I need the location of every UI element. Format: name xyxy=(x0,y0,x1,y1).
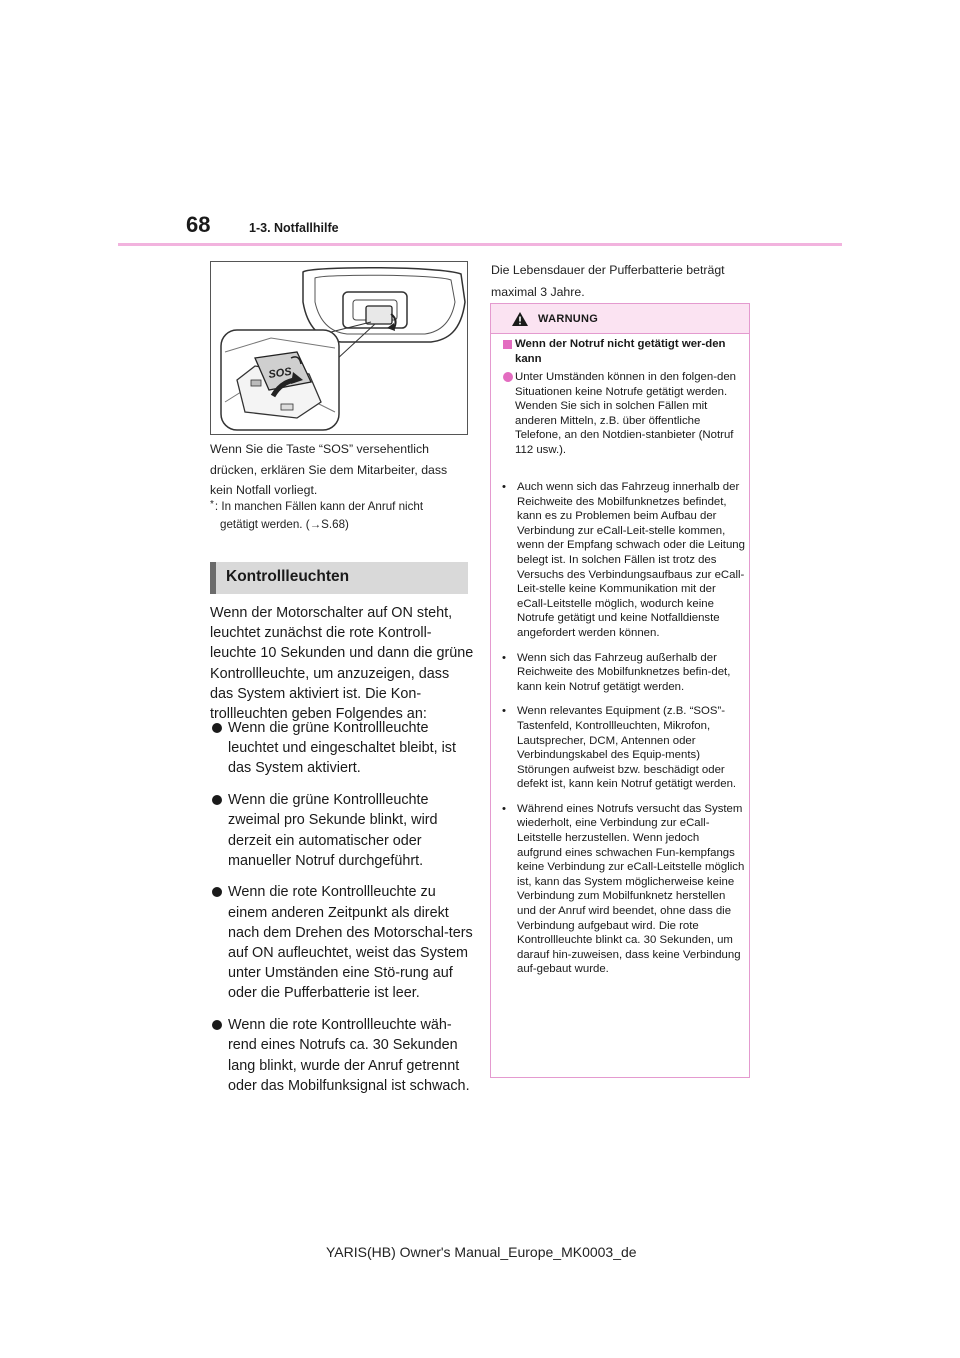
caption-line-3: kein Notfall vorliegt. xyxy=(210,483,318,497)
footnote-marker: * xyxy=(210,499,214,510)
bullet-dot-icon xyxy=(212,723,222,733)
section-heading-text: Kontrollleuchten xyxy=(226,568,350,585)
list-item-text: Wenn die grüne Kontrollleuchte zweimal pro Sekunde blinkt, wird derzeit ein automatischer oder manueller Notruf durchgeführt. xyxy=(228,792,438,869)
page-footer: YARIS(HB) Owner's Manual_Europe_MK0003_de xyxy=(326,1244,637,1260)
kontroll-intro-paragraph: Wenn der Motorschalter auf ON steht, leuchtet zunächst die rote Kontroll-leuchte 10 Sekunden und dann die grüne Kontrollleuchte, um anzuzeigen, dass das System aktiviert ist. Die Kon-trollleuchten geben Folgendes an: xyxy=(210,605,474,723)
warning-subtitle xyxy=(503,337,743,367)
list-item-text: Wenn sich das Fahrzeug außerhalb der Reichweite des Mobilfunknetzes befin-det, kann kein Notruf getätigt werden. xyxy=(517,651,731,693)
list-item xyxy=(503,480,747,641)
list-item-text: Wenn die rote Kontrollleuchte wäh-rend eines Notrufs ca. 30 Sekunden lang blinkt, wurde der Anruf getrennt oder das Mobilfunksignal ist schwach. xyxy=(228,1017,470,1094)
list-item xyxy=(210,718,474,779)
circle-bullet-icon xyxy=(503,372,513,382)
battery-life-line-2: maximal 3 Jahre. xyxy=(491,285,585,299)
list-item xyxy=(210,1015,474,1096)
caption-line-2: drücken, erklären Sie dem Mitarbeiter, dass xyxy=(210,463,448,477)
battery-life-text xyxy=(491,261,725,302)
header-rule xyxy=(118,243,842,246)
list-item-text: Auch wenn sich das Fahrzeug innerhalb der Reichweite des Mobilfunknetzes befindet, kann es zu Problemen beim Aufbau der Verbindung zur eCall-Leit-stelle kommen, wenn der Empfang schwach oder die Leitung belegt ist. In solchen Fällen ist trotz des Versuchs des Verbindungsaufbaus zur eCall-Leit-stelle keine Kommunikation mit der eCall-Leitstelle möglich, wodurch keine Notrufe getätigt und keine Notfalldienste angefordert werden können. xyxy=(517,481,745,639)
footnote-line-2: getätigt werden. (→S.68) xyxy=(220,518,349,531)
bullet-char: • xyxy=(502,481,506,493)
list-item-text: Wenn die rote Kontrollleuchte zu einem anderen Zeitpunkt als direkt nach dem Drehen des Motorschal-ters auf ON aufleuchtet, weist das System unter Umständen eine Stö-rung auf oder die Pufferbatterie ist leer. xyxy=(228,884,473,1002)
bullet-dot-icon xyxy=(212,795,222,805)
list-item-text: Wenn die grüne Kontrollleuchte leuchtet und eingeschaltet bleibt, ist das System aktiviert. xyxy=(228,720,457,777)
caption-line-1: Wenn Sie die Taste “SOS” versehentlich xyxy=(210,442,429,456)
overhead-console-illustration xyxy=(211,262,468,435)
list-item-text: Wenn relevantes Equipment (z.B. “SOS”-Tastenfeld, Kontrollleuchten, Mikrofon, Lautsprecher, DCM, Antennen oder Verbindungskabel des Equip-ments) Störungen aufweist bzw. beschädigt oder defekt ist, kann kein Notruf getätigt werden. xyxy=(517,705,737,791)
sos-button-label: SOS xyxy=(267,365,293,381)
warning-main-text xyxy=(503,370,747,458)
footnote-line-1: : In manchen Fällen kann der Anruf nicht xyxy=(214,500,424,513)
page-number: 68 xyxy=(186,212,211,237)
bullet-dot-icon xyxy=(212,887,222,897)
list-item xyxy=(503,704,747,792)
kontroll-list xyxy=(210,718,474,1107)
warning-bullet-list xyxy=(503,480,747,987)
warning-title: WARNUNG xyxy=(538,313,599,325)
bullet-dot-icon xyxy=(212,1020,222,1030)
battery-life-line-1: Die Lebensdauer der Pufferbatterie beträgt xyxy=(491,263,725,277)
section-heading-kontrollleuchten xyxy=(210,562,468,594)
list-item xyxy=(503,651,747,695)
bullet-char: • xyxy=(502,802,506,815)
warning-main-paragraph: Unter Umständen können in den folgen-den Situationen keine Notrufe getätigt werden. Wenden Sie sich in solchen Fällen mit anderen Mitteln, z.B. über öffentliche Telefone, an den Notdien-stanbieter (Notruf 112 usw.). xyxy=(515,371,736,456)
warning-box xyxy=(490,303,750,1078)
sos-figure xyxy=(210,261,468,435)
list-item xyxy=(210,882,474,1003)
list-item xyxy=(503,802,747,977)
section-label: 1-3. Notfallhilfe xyxy=(249,221,339,235)
warning-triangle-icon xyxy=(512,312,528,331)
warning-subtitle-text: Wenn der Notruf nicht getätigt wer-den kann xyxy=(515,338,726,365)
footnote xyxy=(210,498,472,533)
warning-header xyxy=(491,304,749,334)
bullet-char: • xyxy=(502,705,506,718)
bullet-char: • xyxy=(502,651,506,664)
list-item-text: Während eines Notrufs versucht das System wiederholt, eine Verbindung zur eCall-Leitstelle herzustellen. Wenn jedoch aufgrund eines schwachen Fun-kempfangs keine Verbindung zur eCall-Leitstelle möglich ist, kann das System möglicherweise keine Verbindung zum Mobilfunknetz herstellen und der Anruf wird beendet, ohne dass die Verbindung aufgebaut wird. Die rote Kontrollleuchte blinkt ca. 30 Sekunden, um darauf hin-zuweisen, dass keine Verbindung auf-gebaut wurde. xyxy=(517,802,745,976)
square-bullet-icon xyxy=(503,340,512,349)
list-item xyxy=(210,790,474,871)
